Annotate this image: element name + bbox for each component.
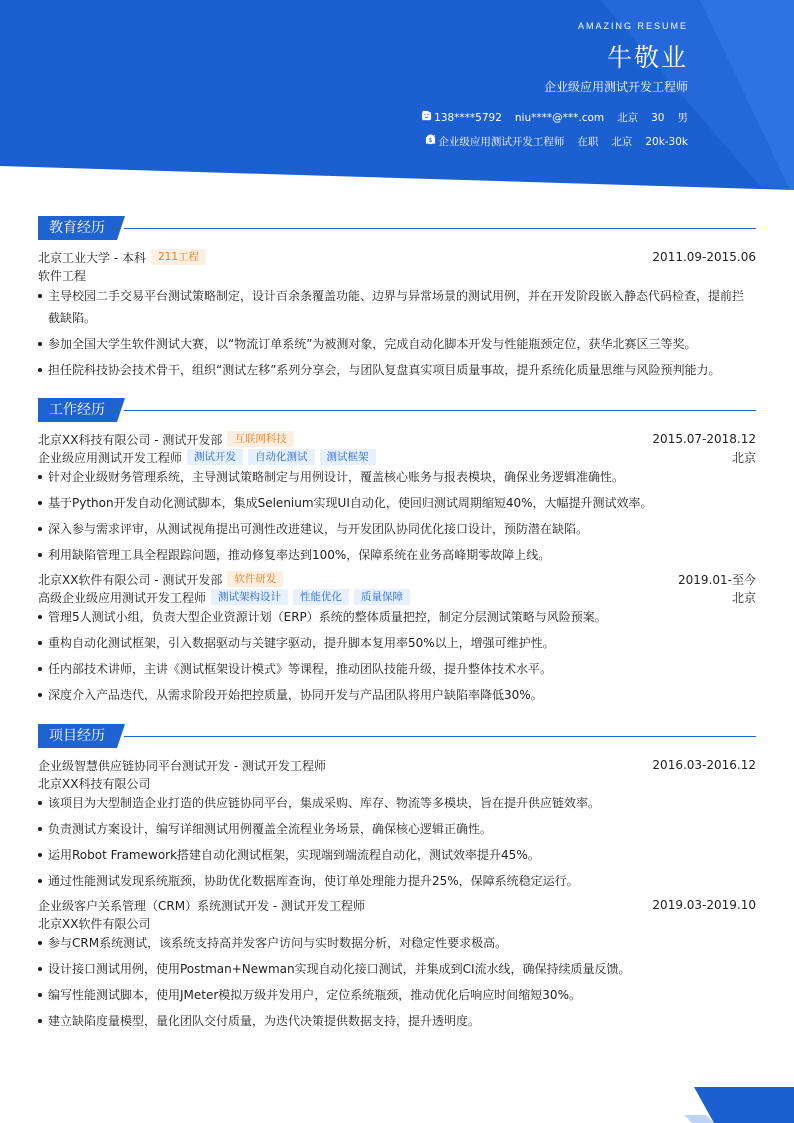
target-city-text: 北京 xyxy=(611,136,633,148)
school-line: 北京工业大学 - 本科 xyxy=(38,250,146,265)
status-text: 在职 xyxy=(577,136,599,148)
list-item: 该项目为大型制造企业打造的供应链协同平台，集成采购、库存、物流等多模块，旨在提升供应链效率。 xyxy=(38,792,750,814)
skill-tag: 测试架构设计 xyxy=(211,589,288,605)
project-header-row xyxy=(38,896,756,914)
education-period: 2011.09-2015.06 xyxy=(652,250,756,264)
list-item: 管理5人测试小组，负责大型企业资源计划（ERP）系统的整体质量把控，制定分层测试策略与风险预案。 xyxy=(38,606,750,628)
list-item: 深入参与需求评审，从测试视角提出可测性改进建议，与开发团队协同优化接口设计，预防潜在缺陷。 xyxy=(38,518,750,540)
salary-text: 20k-30k xyxy=(645,135,688,148)
list-item: 设计接口测试用例，使用Postman+Newman实现自动化接口测试，并集成到CI流水线，确保持续质量反馈。 xyxy=(38,958,750,980)
brand-label: AMAZING RESUME xyxy=(577,21,688,31)
job-role: 高级企业级应用测试开发工程师 xyxy=(38,590,207,605)
list-item: 建立缺陷度量模型，量化团队交付质量，为迭代决策提供数据支持，提升透明度。 xyxy=(38,1010,750,1032)
header-banner xyxy=(0,0,794,200)
job-period: 2015.07-2018.12 xyxy=(652,432,756,446)
company-line: 北京XX科技有限公司 - 测试开发部 xyxy=(38,432,223,447)
age-item xyxy=(651,112,664,124)
age-text: 30 xyxy=(651,111,665,124)
major-row xyxy=(38,266,756,284)
list-item: 编写性能测试脚本，使用JMeter模拟万级并发用户，定位系统瓶颈，推动优化后响应时间缩短30%。 xyxy=(38,984,750,1006)
job-role-row xyxy=(38,448,756,466)
job-city: 北京 xyxy=(731,590,756,605)
list-item: 任内部技术讲师，主讲《测试框架设计模式》等课程，推动团队技能升级，提升整体技术水平。 xyxy=(38,658,750,680)
skill-tag: 测试框架 xyxy=(320,449,376,465)
list-item: 参与CRM系统测试，该系统支持高并发客户访问与实时数据分析，对稳定性要求极高。 xyxy=(38,932,750,954)
job-period: 2019.01-至今 xyxy=(678,572,756,587)
target-job-item xyxy=(438,134,564,149)
list-item: 运用Robot Framework搭建自动化测试框架，实现端到端流程自动化，测试效率提升45%。 xyxy=(38,844,750,866)
skill-tag: 质量保障 xyxy=(354,589,410,605)
list-item: 针对企业级财务管理系统，主导测试策略制定与用例设计，覆盖核心账务与报表模块，确保业务逻辑准确性。 xyxy=(38,466,750,488)
list-item: 主导校园二手交易平台测试策略制定，设计百余条覆盖功能、边界与异常场景的测试用例，并在开发阶段嵌入静态代码检查，提前拦截缺陷。 xyxy=(38,285,750,329)
project-company-row xyxy=(38,774,756,792)
city-item xyxy=(617,110,638,125)
target-job-text: 企业级应用测试开发工程师 xyxy=(438,136,565,148)
job-role: 企业级应用测试开发工程师 xyxy=(38,450,183,465)
skill-tag: 自动化测试 xyxy=(248,449,315,465)
projects-section-title xyxy=(38,724,117,748)
education-header-row xyxy=(38,248,756,266)
skill-tag: 性能优化 xyxy=(293,589,349,605)
list-item: 利用缺陷管理工具全程跟踪问题，推动修复率达到100%，保障系统在业务高峰期零故障上线。 xyxy=(38,544,750,566)
major-text: 软件工程 xyxy=(38,268,87,283)
education-section-title xyxy=(38,216,117,240)
city-text: 北京 xyxy=(617,112,639,124)
section-divider xyxy=(124,736,756,737)
work-title: 工作经历 xyxy=(38,398,117,422)
project-name: 企业级客户关系管理（CRM）系统测试开发 - 测试开发工程师 xyxy=(38,898,366,913)
status-item xyxy=(577,134,598,149)
job-city: 北京 xyxy=(731,450,756,465)
svg-text:$: $ xyxy=(428,135,433,144)
company-line: 北京XX软件有限公司 - 测试开发部 xyxy=(38,572,223,587)
project-company-row xyxy=(38,914,756,932)
project-header-row xyxy=(38,756,756,774)
job-header-row xyxy=(38,430,756,448)
list-item: 参加全国大学生软件测试大赛，以“物流订单系统”为被测对象，完成自动化脚本开发与性能瓶颈定位，获华北赛区三等奖。 xyxy=(38,333,750,355)
project-period: 2016.03-2016.12 xyxy=(652,758,756,772)
list-item: 基于Python开发自动化测试脚本，集成Selenium实现UI自动化，使回归测试周期缩短40%，大幅提升测试效率。 xyxy=(38,492,750,514)
email-text: niu****@***.com xyxy=(514,111,605,124)
industry-tag: 互联网科技 xyxy=(227,431,294,447)
list-item: 通过性能测试发现系统瓶颈，协助优化数据库查询，使订单处理能力提升25%，保障系统稳定运行。 xyxy=(38,870,750,892)
section-divider xyxy=(124,410,756,411)
projects-title: 项目经历 xyxy=(38,724,117,748)
project-company: 北京XX科技有限公司 xyxy=(38,776,151,791)
candidate-headline: 企业级应用测试开发工程师 xyxy=(543,80,688,94)
target-city-item xyxy=(611,134,632,149)
list-item: 深度介入产品迭代，从需求阶段开始把控质量，协同开发与产品团队将用户缺陷率降低30%。 xyxy=(38,684,750,706)
section-divider xyxy=(124,228,756,229)
list-item: 担任院科技协会技术骨干，组织“测试左移”系列分享会，与团队复盘真实项目质量事故，提升系统化质量思维与风险预判能力。 xyxy=(38,359,750,381)
school-tag: 211工程 xyxy=(151,249,206,265)
contact-row xyxy=(421,110,688,125)
face-icon xyxy=(421,110,432,121)
project-name: 企业级智慧供应链协同平台测试开发 - 测试开发工程师 xyxy=(38,758,326,773)
candidate-name: 牛敬业 xyxy=(606,43,688,72)
job-intent-row xyxy=(425,134,688,149)
phone-item xyxy=(434,112,502,124)
job-role-row xyxy=(38,588,756,606)
project-company: 北京XX软件有限公司 xyxy=(38,916,151,931)
education-title: 教育经历 xyxy=(38,216,117,240)
list-item: 负责测试方案设计，编写详细测试用例覆盖全流程业务场景，确保核心逻辑正确性。 xyxy=(38,818,750,840)
phone-text: 138****5792 xyxy=(434,111,502,124)
money-icon xyxy=(425,134,436,145)
industry-tag: 软件研发 xyxy=(227,571,283,587)
list-item: 重构自动化测试框架，引入数据驱动与关键字驱动，提升脚本复用率50%以上，增强可维护性。 xyxy=(38,632,750,654)
job-header-row xyxy=(38,570,756,588)
project-period: 2019.03-2019.10 xyxy=(652,898,756,912)
email-item xyxy=(515,112,604,124)
work-section-title xyxy=(38,398,117,422)
skill-tag: 测试开发 xyxy=(187,449,243,465)
gender-text: 男 xyxy=(677,112,688,124)
gender-item xyxy=(678,110,689,125)
footer-decoration xyxy=(684,1087,794,1123)
